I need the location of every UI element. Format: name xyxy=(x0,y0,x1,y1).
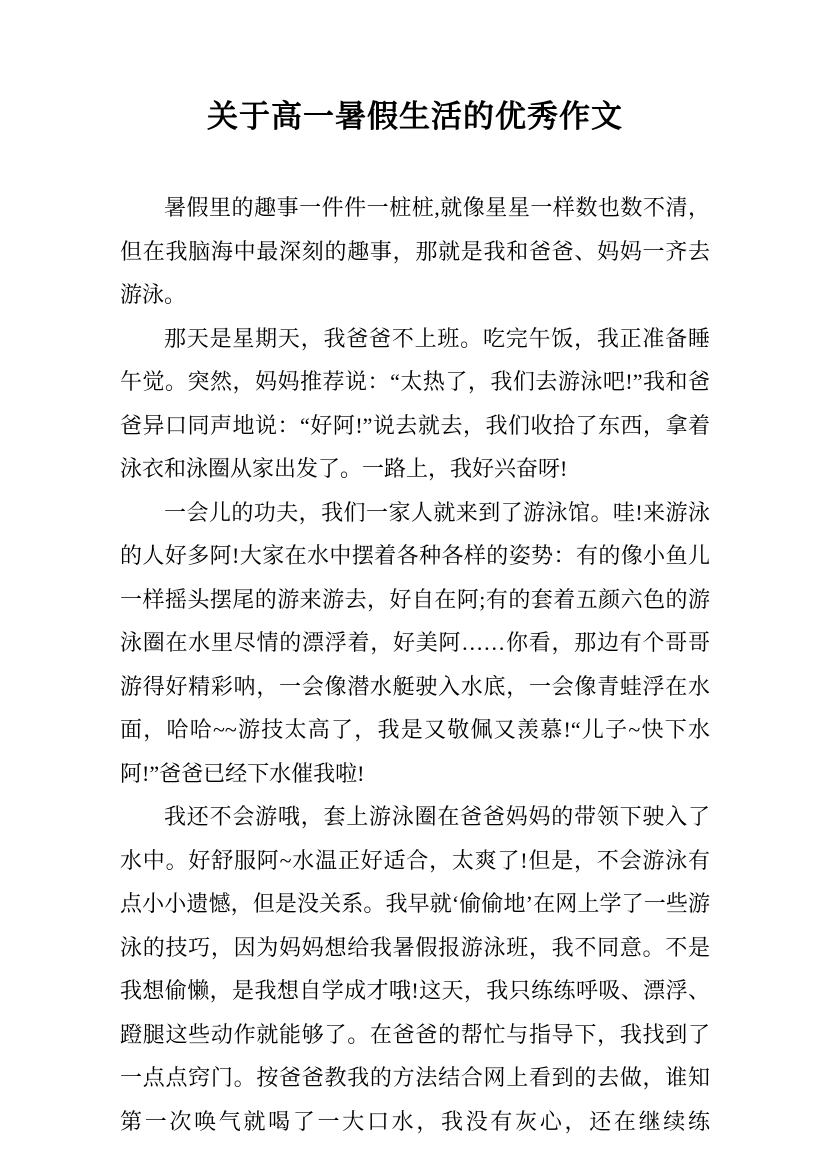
essay-title: 关于高一暑假生活的优秀作文 xyxy=(207,99,623,134)
essay-paragraph-3: 一会儿的功夫，我们一家人就来到了游泳馆。哇!来游泳的人好多阿!大家在水中摆着各种各样的姿势：有的像小鱼儿一样摇头摆尾的游来游去，好自在阿;有的套着五颜六色的游泳圈在水里尽情的漂浮着，好美阿……你看，那边有个哥哥游得好精彩呐，一会像潜水艇驶入水底，一会像青蛙浮在水面，哈哈~~游技太高了，我是又敬佩又羡慕!“儿子~快下水阿!”爸爸已经下水催我啦! xyxy=(120,499,710,786)
essay-paragraph-1: 暑假里的趣事一件件一桩桩,就像星星一样数也数不清，但在我脑海中最深刻的趣事，那就是我和爸爸、妈妈一齐去游泳。 xyxy=(120,195,710,307)
essay-body xyxy=(120,186,710,1143)
essay-paragraph-2: 那天是星期天，我爸爸不上班。吃完午饭，我正准备睡午觉。突然，妈妈推荐说：“太热了，我们去游泳吧!”我和爸爸异口同声地说：“好阿!”说去就去，我们收拾了东西，拿着泳衣和泳圈从家出发了。一路上，我好兴奋呀! xyxy=(120,325,710,481)
essay-paragraph-4: 我还不会游哦，套上游泳圈在爸爸妈妈的带领下驶入了水中。好舒服阿~水温正好适合，太爽了!但是，不会游泳有点小小遗憾，但是没关系。我早就‘偷偷地’在网上学了一些游泳的技巧，因为妈妈想给我暑假报游泳班，我不同意。不是我想偷懒，是我想自学成才哦!这天，我只练练呼吸、漂浮、蹬腿这些动作就能够了。在爸爸的帮忙与指导下，我找到了一点点窍门。按爸爸教我的方法结合网上看到的去做，谁知第一次唤气就喝了一大口水，我没有灰心，还在继续练 xyxy=(120,804,710,1134)
